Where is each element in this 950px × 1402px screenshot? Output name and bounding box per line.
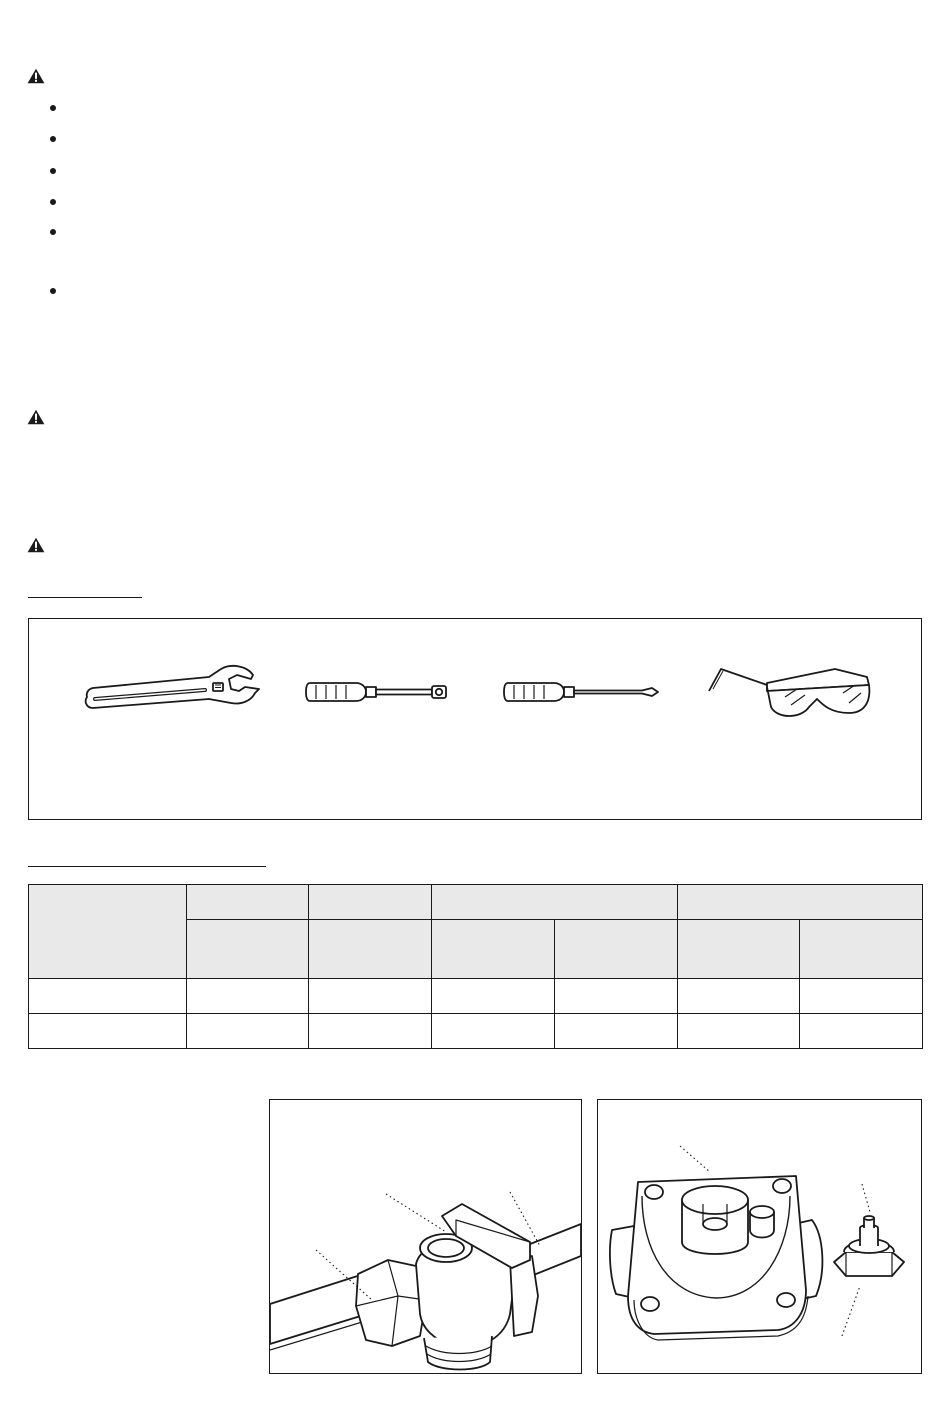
table-header-cell	[309, 885, 432, 920]
table-cell	[29, 1014, 187, 1049]
bullet-dot-icon	[50, 229, 56, 235]
screwdriver-icon	[502, 675, 662, 714]
table-cell	[678, 979, 800, 1014]
bullet-dot-icon	[50, 168, 56, 174]
bullet-dot-icon	[50, 288, 56, 294]
table-row	[29, 979, 923, 1014]
table-row	[29, 1014, 923, 1049]
bullet-dot-icon	[50, 136, 56, 142]
figure-valve-box	[269, 1099, 582, 1374]
warning-triangle-icon	[27, 68, 45, 84]
warning-triangle-icon	[27, 537, 45, 553]
table-cell	[555, 1014, 678, 1049]
table-subheader-cell	[187, 920, 309, 979]
table-cell	[800, 1014, 923, 1049]
table-header-cell	[432, 885, 678, 920]
table-cell	[678, 1014, 800, 1049]
table-cell	[309, 979, 432, 1014]
table-cell	[187, 979, 309, 1014]
table-header-cell	[187, 885, 309, 920]
table-cell	[555, 979, 678, 1014]
warning-triangle-icon	[27, 409, 45, 425]
table-header-cell	[678, 885, 923, 920]
table-heading-underline	[28, 866, 266, 867]
spec-table	[28, 884, 923, 1049]
nut-driver-icon	[304, 675, 454, 714]
table-cell	[309, 1014, 432, 1049]
table-subheader-cell	[309, 920, 432, 979]
bullet-dot-icon	[50, 105, 56, 111]
table-header-cell	[29, 885, 187, 979]
table-subheader-cell	[555, 920, 678, 979]
tools-heading-underline	[28, 597, 142, 598]
table-cell	[432, 979, 555, 1014]
table-cell	[187, 1014, 309, 1049]
table-cell	[432, 1014, 555, 1049]
table-cell	[29, 979, 187, 1014]
adjustable-wrench-icon	[81, 663, 267, 724]
gas-regulator-and-orifice-icon	[598, 1100, 921, 1378]
table-subheader-cell	[432, 920, 555, 979]
table-cell	[800, 979, 923, 1014]
table-subheader-cell	[678, 920, 800, 979]
tools-box	[28, 618, 922, 820]
table-subheader-cell	[800, 920, 923, 979]
figure-regulator-box	[597, 1099, 922, 1374]
bullet-dot-icon	[50, 199, 56, 205]
gas-shutoff-valve-icon	[270, 1100, 581, 1378]
safety-glasses-icon	[705, 657, 875, 732]
